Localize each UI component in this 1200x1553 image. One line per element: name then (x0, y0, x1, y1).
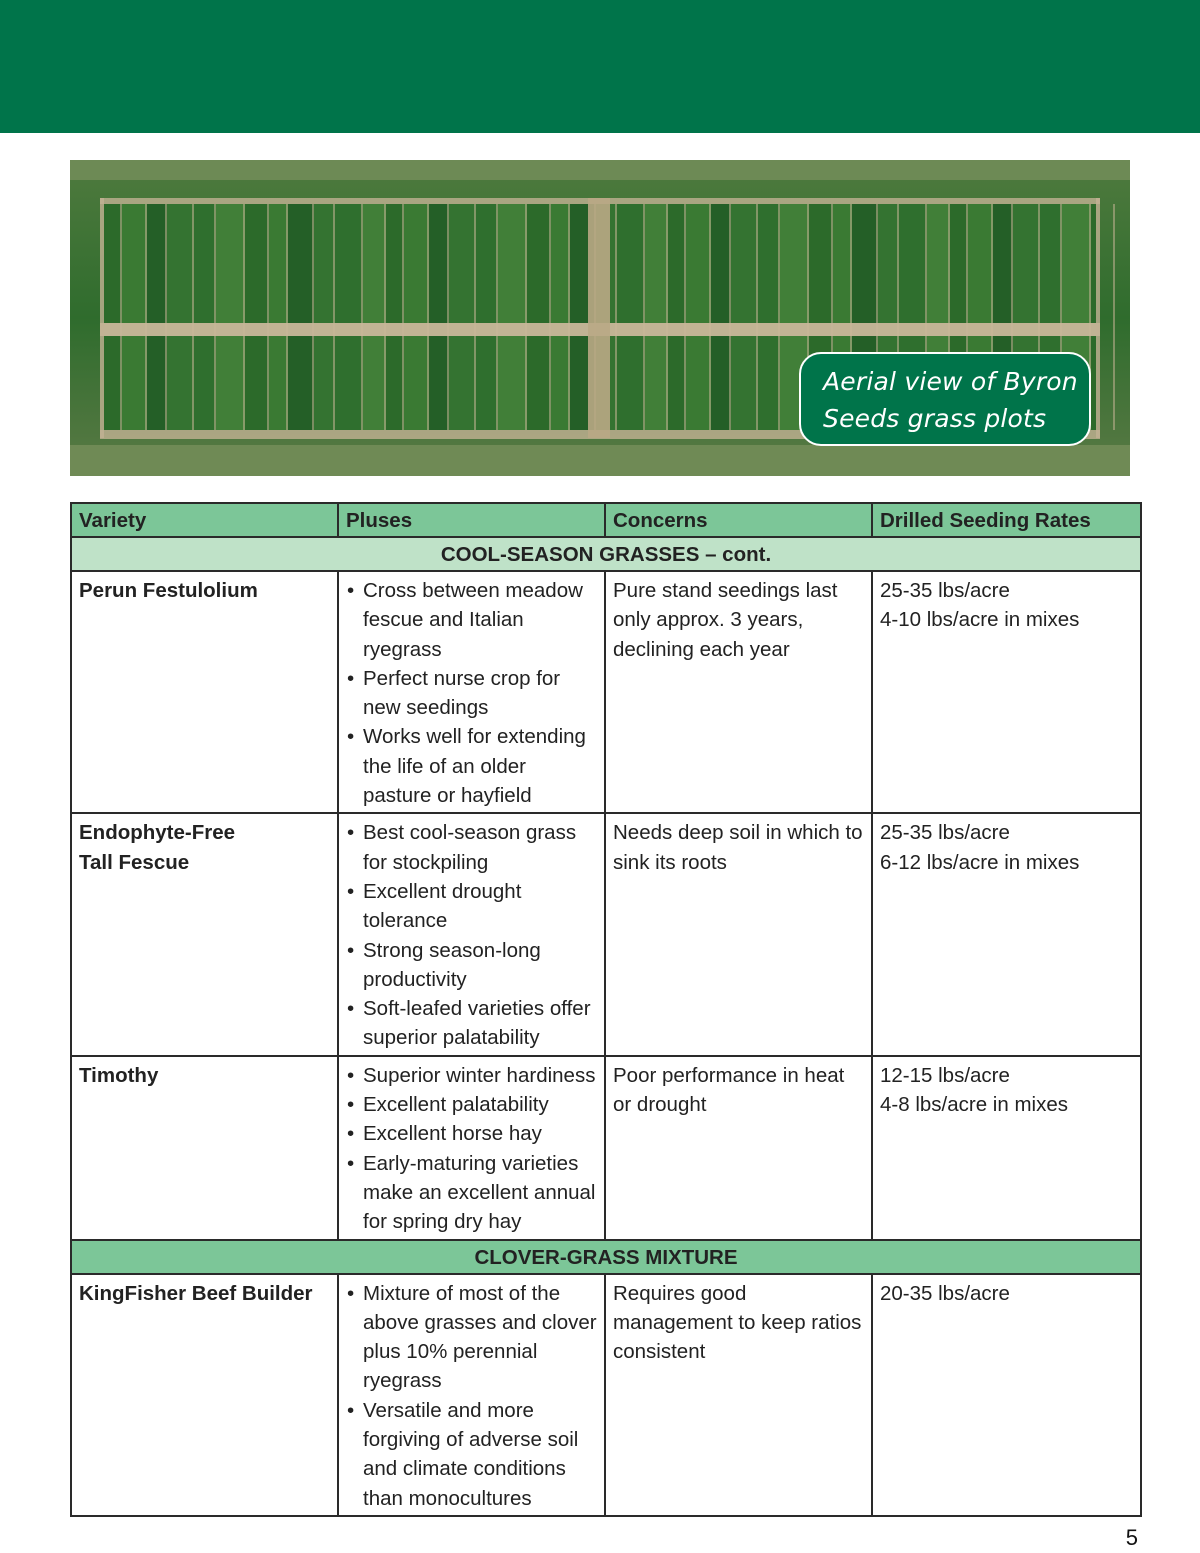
seed-variety-table (70, 502, 1142, 1517)
table-row (71, 813, 1141, 1055)
plus-item: • Versatile and more forgiving of adverse soil and climate conditions than monocultures (346, 1396, 597, 1513)
seeding-rate: 25-35 lbs/acre (880, 821, 1010, 845)
variety-name: Perun Festulolium (79, 579, 258, 602)
plus-item: • Superior winter hardiness (346, 1061, 597, 1090)
seeding-rates-cell (872, 1056, 1141, 1240)
variety-cell (71, 1056, 338, 1240)
pluses-cell (338, 1274, 605, 1516)
plus-item: • Mixture of most of the above grasses and clover plus 10% perennial ryegrass (346, 1279, 597, 1396)
table-row (71, 1274, 1141, 1516)
plus-item: • Perfect nurse crop for new seedings (346, 664, 597, 723)
concerns-cell: Requires good management to keep ratios consistent (605, 1274, 872, 1516)
seeding-rates-cell (872, 1274, 1141, 1516)
seeding-rate: 20-35 lbs/acre (880, 1281, 1010, 1305)
table-row (71, 1056, 1141, 1240)
pluses-cell (338, 571, 605, 813)
page-number: 5 (1125, 1525, 1138, 1550)
column-header-variety: Variety (71, 503, 338, 537)
seeding-rates-cell (872, 571, 1141, 813)
seeding-rate: 25-35 lbs/acre (880, 579, 1010, 602)
photo-caption: Aerial view of Byron Seeds grass plots (799, 352, 1091, 446)
plus-item: • Excellent drought tolerance (346, 877, 597, 936)
concerns-cell: Needs deep soil in which to sink its roots (605, 813, 872, 1055)
seeding-rates-cell (872, 813, 1141, 1055)
variety-name: Timothy (79, 1063, 159, 1087)
column-header-concerns: Concerns (605, 503, 872, 537)
plus-item: • Best cool-season grass for stockpiling (346, 818, 597, 877)
section-title: COOL-SEASON GRASSES – cont. (71, 537, 1141, 571)
table-row (71, 571, 1141, 813)
pluses-cell (338, 813, 605, 1055)
section-row (71, 537, 1141, 571)
plus-item: • Works well for extending the life of an older pasture or hayfield (346, 722, 597, 810)
variety-name: Endophyte-Free (79, 821, 236, 845)
plus-item: • Strong season-long productivity (346, 936, 597, 995)
concerns-cell: Pure stand seedings last only approx. 3 years, declining each year (605, 571, 872, 813)
plus-item: • Excellent horse hay (346, 1119, 597, 1148)
concerns-cell: Poor performance in heat or drought (605, 1056, 872, 1240)
plus-item: • Soft-leafed varieties offer superior palatability (346, 994, 597, 1053)
variety-cell (71, 813, 338, 1055)
seeding-rate: 12-15 lbs/acre (880, 1063, 1010, 1087)
section-title: CLOVER-GRASS MIXTURE (71, 1240, 1141, 1274)
plus-item: • Early-maturing varieties make an excellent annual for spring dry hay (346, 1149, 597, 1237)
column-header-pluses: Pluses (338, 503, 605, 537)
section-row (71, 1240, 1141, 1274)
top-color-band (0, 0, 1200, 133)
variety-name: Tall Fescue (79, 850, 190, 874)
seeding-rate: 4-10 lbs/acre in mixes (880, 608, 1080, 632)
variety-cell (71, 1274, 338, 1516)
column-header-seeding-rates: Drilled Seeding Rates (872, 503, 1141, 537)
seeding-rate: 4-8 lbs/acre in mixes (880, 1093, 1068, 1117)
pluses-cell (338, 1056, 605, 1240)
plus-item: • Excellent palatability (346, 1090, 597, 1119)
variety-name: KingFisher Beef Builder (79, 1281, 313, 1305)
plus-item: • Cross between meadow fescue and Italian ryegrass (346, 576, 597, 664)
variety-cell (71, 571, 338, 813)
table-header-row (71, 503, 1141, 537)
seeding-rate: 6-12 lbs/acre in mixes (880, 850, 1080, 874)
